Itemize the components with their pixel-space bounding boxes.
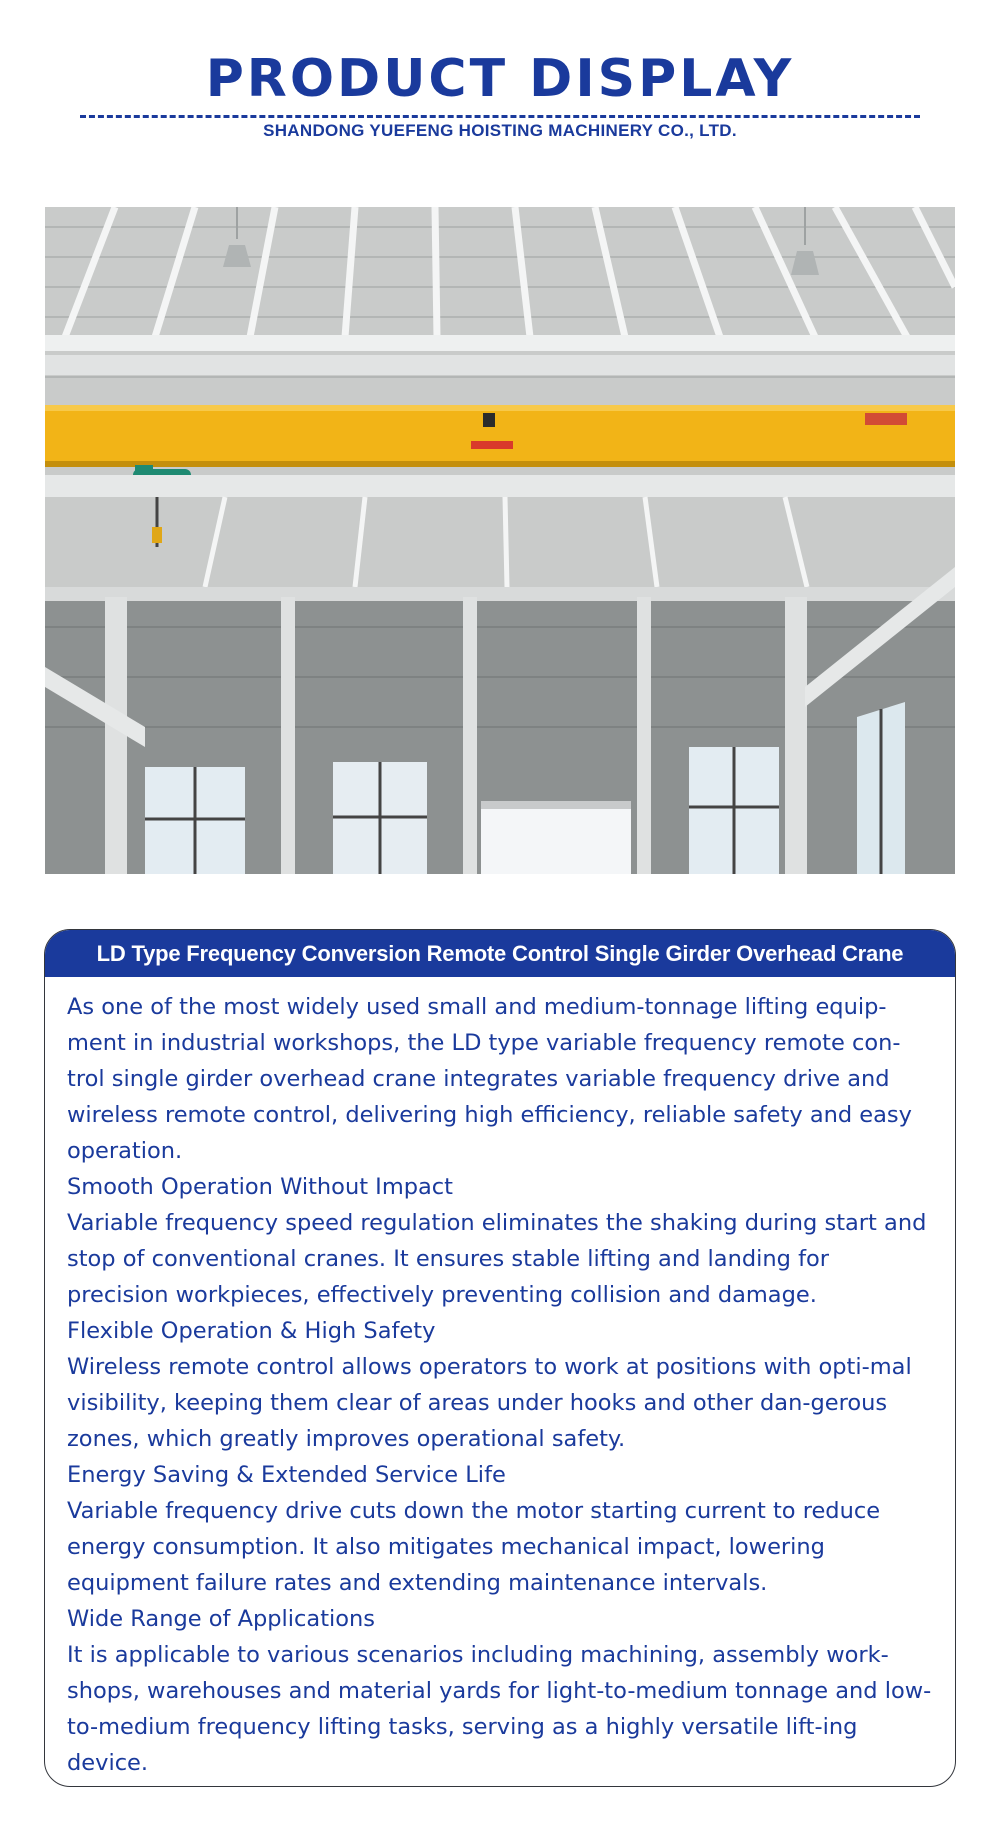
page-title: PRODUCT DISPLAY: [205, 49, 795, 109]
window: [689, 747, 779, 874]
feature-text: Variable frequency drive cuts down the motor starting current to reduce energy consumption. It also mitigates mechanical impact, lowering equipment failure rates and extending maintenance intervals.: [67, 1498, 881, 1596]
overhead-crane-illustration: [45, 207, 955, 874]
lower-truss: [45, 475, 955, 497]
product-photo: [45, 207, 955, 874]
feature-heading: Wide Range of Applications: [67, 1606, 376, 1632]
title-divider: [80, 115, 920, 118]
warning-label: [471, 441, 513, 449]
wall-top-beam: [45, 587, 955, 601]
roof-beam: [45, 335, 955, 351]
window: [145, 767, 245, 874]
feature-heading: Smooth Operation Without Impact: [67, 1174, 453, 1200]
feature-text: It is applicable to various scenarios including machining, assembly work-shops, warehouses and material yards for light-to-medium tonnage and low-to-medium frequency lifting tasks, serving as a highly versatile lift-ing device.: [67, 1642, 932, 1776]
brand-plate: [865, 413, 907, 425]
window: [857, 702, 905, 874]
company-name: SHANDONG YUEFENG HOISTING MACHINERY CO., LTD.: [263, 121, 737, 140]
roof-truss: [45, 355, 955, 375]
product-intro: As one of the most widely used small and medium-tonnage lifting equip-ment in industrial workshops, the LD type variable frequency remote con-trol single girder overhead crane integrates variable frequency drive and wireless remote control, delivering high efficiency, reliable safety and easy operation.: [67, 994, 912, 1164]
feature-text: Variable frequency speed regulation eliminates the shaking during start and stop of conventional cranes. It ensures stable lifting and landing for precision workpieces, effectively preventing collision and damage.: [67, 1210, 927, 1308]
yellow-girder: [45, 405, 955, 467]
doorway: [481, 801, 631, 874]
feature-text: Wireless remote control allows operators to work at positions with opti-mal visibility, keeping them clear of areas under hooks and other dan-gerous zones, which greatly improves operational safety.: [67, 1354, 912, 1452]
feature-heading: Energy Saving & Extended Service Life: [67, 1462, 506, 1488]
page-header: [0, 48, 1000, 140]
girder-plate: [483, 413, 495, 427]
product-title: LD Type Frequency Conversion Remote Control Single Girder Overhead Crane: [45, 930, 955, 977]
product-card: [44, 929, 956, 1787]
product-description: [45, 977, 955, 1781]
feature-heading: Flexible Operation & High Safety: [67, 1318, 436, 1344]
window: [333, 762, 427, 874]
